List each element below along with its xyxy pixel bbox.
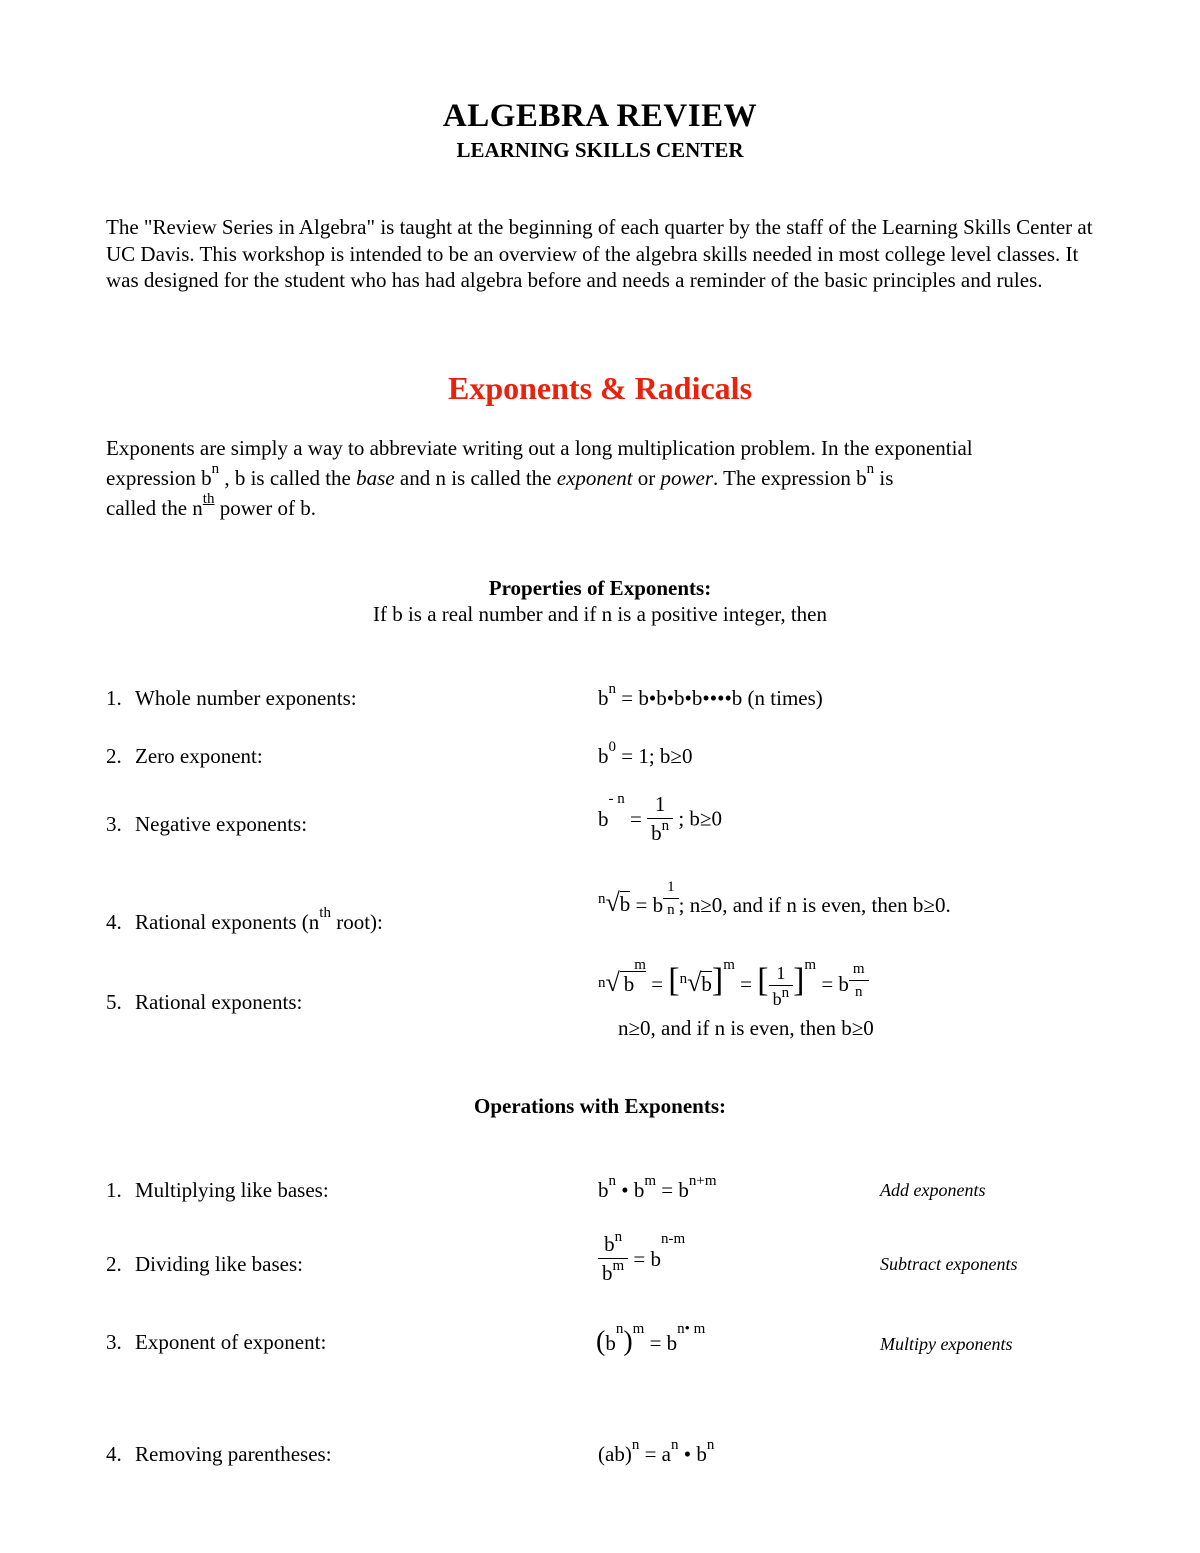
exponents-para-line-3: called the $n^{th}$ power of b.	[106, 491, 316, 520]
operation-formula-1: $b^n$ • $b^m = b^{n+m}$	[598, 1173, 717, 1202]
properties-heading: Properties of Exponents:	[488, 576, 712, 600]
fraction: $\frac{1}{b^n}$	[769, 964, 794, 1008]
operation-item-2: 2. Dividing like bases:	[106, 1252, 303, 1276]
property-formula-2: $b^0 = 1$; b≥0	[598, 739, 693, 768]
property-item-3: 3. Negative exponents:	[106, 812, 308, 836]
exponent-fraction: $\frac{1}{n}$	[663, 880, 679, 918]
page-subtitle: LEARNING SKILLS CENTER	[456, 138, 744, 162]
property-item-5: 5. Rational exponents:	[106, 990, 303, 1014]
radical-icon: √	[605, 968, 620, 997]
operation-formula-2: $\frac{b^n}{b^m}$ = $b^{n-m}$	[598, 1234, 685, 1284]
exponents-para-line-1: Exponents are simply a way to abbreviate writing out a long multiplication problem. In the exponential	[106, 436, 973, 460]
operation-note-3: Multipy exponents	[880, 1334, 1013, 1354]
section-title: Exponents & Radicals	[447, 370, 753, 406]
radical-icon: √	[605, 888, 620, 917]
exponent-fraction: $\frac{m}{n}$	[849, 962, 869, 1000]
property-item-1: 1. Whole number exponents:	[106, 686, 357, 710]
intro-paragraph: The "Review Series in Algebra" is taught at the beginning of each quarter by the staff of the Learning Skills Center at UC Davis. This workshop is intended to be an overview of the algebra skills needed in most college level classes. It was designed for the student who has had algebra before and needs a reminder of the basic principles and rules.	[106, 215, 1093, 292]
page-title: ALGEBRA REVIEW	[442, 98, 758, 134]
property-formula-1: $b^n$ = b•b•b•b••••b (n times)	[598, 681, 823, 710]
operation-formula-4: $(ab)^n = a^n$ • $b^n$	[598, 1437, 715, 1466]
operation-note-1: Add exponents	[880, 1180, 986, 1200]
property-formula-3: $b^{- n}$ = $\frac{1}{b^n}$ ; b≥0	[598, 790, 722, 845]
operation-note-2: Subtract exponents	[880, 1254, 1018, 1274]
operation-formula-3: $(b^n)^m = b^{n• m}$	[596, 1321, 706, 1357]
fraction: $\frac{1}{b^n}$	[647, 794, 673, 844]
left-bracket: [	[668, 962, 680, 999]
properties-condition: If b is a real number and if n is a positive integer, then	[372, 602, 828, 626]
operations-heading: Operations with Exponents:	[473, 1094, 727, 1118]
right-bracket: ]	[793, 962, 805, 999]
property-item-2: 2. Zero exponent:	[106, 744, 263, 768]
fraction: $\frac{b^n}{b^m}$	[598, 1234, 628, 1284]
power-term: power	[660, 466, 714, 490]
operation-item-1: 1. Multiplying like bases:	[106, 1178, 329, 1202]
property-5-condition: n≥0, and if n is even, then b≥0	[618, 1016, 874, 1040]
operation-item-4: 4. Removing parentheses:	[106, 1442, 332, 1466]
exponent-term: exponent	[556, 466, 633, 490]
base-term: base	[356, 466, 395, 490]
property-formula-5: $^n$√ $b^m = [^n√b]^m$ = [ $\frac{1}{b^n}$ ]$^m$ = b $\frac{m}{n}$	[598, 962, 869, 1008]
left-bracket: [	[757, 962, 769, 999]
property-formula-4: $^n$√b = b $\frac{1}{n}$ ; n≥0, and if n is even, then b≥0.	[598, 879, 951, 918]
exponents-para-line-2: expression $b^n$ , b is called the base and n is called the exponent or power. The expression $b^n$ is	[106, 461, 894, 490]
operation-item-3: 3. Exponent of exponent:	[106, 1330, 327, 1354]
radical-icon: √	[687, 968, 702, 997]
property-item-4: 4. Rational exponents ($n^{th}$ root):	[106, 905, 383, 934]
right-bracket: ]	[711, 962, 724, 999]
